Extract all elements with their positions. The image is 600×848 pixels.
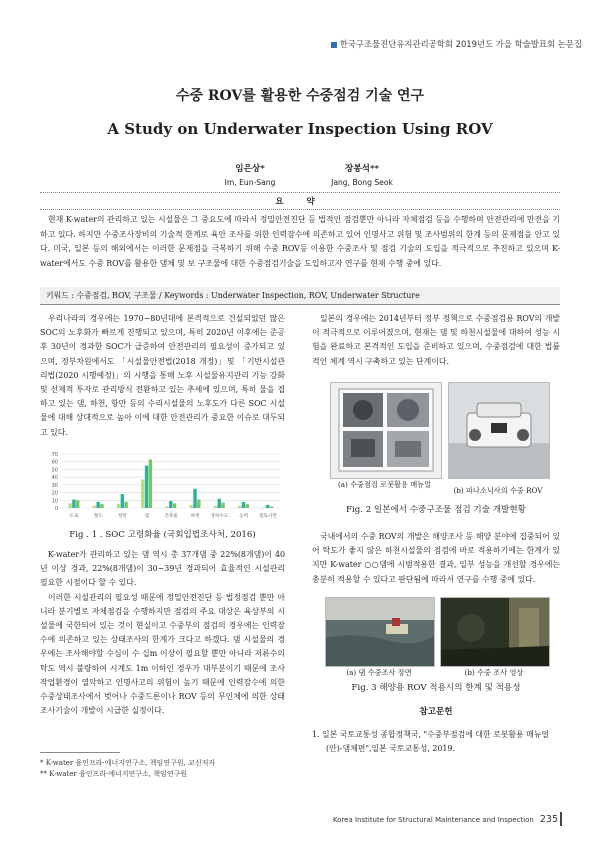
footnote-2: ** K-water 융인프라·에너지연구소, 책임연구원: [40, 770, 188, 778]
conference-name: 한국구조물진단유지관리공학회 2019년도 가을 학술발표회 논문집: [339, 39, 582, 49]
left-p3: 이러한 시설관리의 필요성 때문에 정밀안전진단 등 법정점검 뿐만 아니라 분기별로 자체점검을 수행하지만 점검의 주요 대상은 육상부의 시설물에 국한되어 있는 것이 현실이고 수중부의 점검의 경우에는 인력잠수에 의존하고 있는 상태조사의 한계가 크다고 하겠다. 댐 시설물의 경우에는 조사해야할 수심이 수 십m 이상이 필요할 뿐만 아니라 저류수의 탁도 역시 불량하여 시계도 1m 이하인 경우가 대부분이기 때문에 조사 작업환경이 열악하고 인명사고의 위험이 높기 때문에 인력잠수에 의한 수중상태조사에서 벗어나 수중드론이나 ROV 등의 무인체에 의한 상태조사기술이 개발이 시급한 실정이다.: [40, 592, 285, 716]
chart-y-tick-label: 60: [51, 459, 58, 466]
author-1-ko: 임은상*: [235, 164, 265, 174]
right-paragraph-2: [312, 530, 560, 587]
chart-x-tick-label: 하천: [190, 514, 200, 519]
page-footer: [333, 814, 558, 825]
chart-bar: [246, 504, 249, 508]
left-paragraph-1: [40, 312, 285, 440]
chart-bar: [93, 506, 96, 508]
chart-bar: [96, 502, 99, 508]
chart-y-tick-label: 20: [51, 490, 58, 497]
keywords: 키워드 : 수중점검, ROV, 구조물 / Keywords : Underwater Inspection, ROV, Underwater Structure: [40, 287, 560, 305]
abstract-head-rule: [40, 209, 560, 210]
chart-x-tick-label: 건축물: [164, 514, 178, 519]
abstract-top-rule: [40, 192, 560, 193]
fig2b-label: (b) 파나소닉사의 수중 ROV: [453, 486, 543, 495]
chart-bar: [214, 506, 217, 508]
fig2-caption: Fig. 2 일본에서 수중구조물 점검 기술 개발현황: [346, 505, 526, 515]
chart-bar: [149, 459, 152, 508]
fig3-caption: Fig. 3 해양용 ROV 적용시의 한계 및 적용성: [351, 683, 521, 693]
chart-bar: [76, 500, 79, 508]
conference-logo-icon: [331, 42, 337, 48]
chart-x-tick-label: 항만: [118, 514, 128, 519]
page-number: 235: [539, 814, 558, 825]
chart-x-tick-label: 철도: [93, 514, 103, 519]
chart-bar: [124, 502, 127, 508]
chart-bar: [165, 506, 168, 508]
author-1-en: Im, Eun-Sang: [224, 178, 276, 187]
chart-bar: [270, 506, 273, 508]
left-paragraph-2: [40, 548, 285, 718]
chart-bar: [262, 507, 265, 508]
author-2-en: Jang, Bong Seok: [331, 178, 393, 187]
title-english: A Study on Underwater Inspection Using ROV: [107, 120, 493, 138]
chart-bar: [242, 502, 245, 508]
abstract-bottom-rule: [40, 304, 560, 305]
chart-y-tick-label: 30: [51, 482, 58, 489]
fig2a-image: [330, 382, 442, 479]
chart-x-tick-label: 댐: [144, 514, 150, 519]
soc-aging-chart: [40, 450, 285, 525]
chart-x-tick-label: 상하수도: [210, 514, 229, 519]
chart-x-tick-label: 절토사면: [259, 514, 277, 519]
footnote-1: * K-water 융인프라·에너지연구소, 책임연구원, 교신저자: [40, 759, 216, 767]
chart-bar: [238, 506, 241, 508]
chart-bar: [121, 494, 124, 508]
right-p1: 일본의 경우에는 2014년부터 정부 정책으로 수중점검용 ROV의 개발이 적극적으로 이루어졌으며, 현재는 댐 및 하천시설물에 대하여 성능 시험을 완료하고 본격적인 도입을 준비하고 있으며, 수중점검에 대한 법률적인 체계 역시 구축하고 있는 단계이다.: [312, 314, 560, 366]
fig3a-image: [325, 597, 435, 667]
chart-bar: [68, 503, 71, 508]
references-heading: 참고문헌: [419, 707, 453, 717]
chart-bar: [193, 489, 196, 508]
chart-y-tick-label: 10: [51, 498, 58, 505]
chart-bar: [72, 500, 75, 508]
chart-bar: [190, 505, 193, 508]
fig1-caption: Fig . 1 . SOC 고령화율 (국회입법조사처, 2016): [69, 530, 256, 540]
right-paragraph-1: [312, 312, 560, 369]
footnote-rule: [40, 752, 120, 753]
abstract-body: 현재 K-water의 관리하고 있는 시설물은 그 중요도에 따라서 정밀안전진단 등 법적인 점검뿐만 아니라 자체점검 등을 수행하며 안전관리에 만전을 기하고 있다. 하지만 수중조사장비의 기술적 한계로 육안 조사를 위한 인력잠수에 의존하고 있어 인명사고 위험 및 조사범위의 한계 등의 문제점을 안고 있다. 미국, 일본 등의 해외에서는 이러한 문제점을 극복하기 위해 수중 ROV등 이용한 수중조사 및 점검 기술의 도입을 적극적으로 추진하고 있으며 K-water에서도 수중 ROV를 활용한 댐체 및 보 구조물에 대한 수중점검기술을 도입하고자 연구를 현재 수행 중에 있다.: [40, 215, 560, 268]
chart-y-tick-label: 40: [51, 475, 58, 482]
fig2b-image: [448, 382, 550, 479]
footer-bar: [560, 812, 562, 826]
author-2-ko: 장봉석**: [345, 164, 379, 174]
fig3a-label: (a) 댐 수중조사 장면: [346, 668, 412, 677]
footnotes: [40, 758, 215, 780]
reference-1: 1. 일본 국토교통성 종합정책국, "수중부점검에 대한 로봇활용 매뉴얼(안)-댐체편",일본 국토교통성, 2019.: [312, 730, 550, 753]
title-korean: 수중 ROV를 활용한 수중점검 기술 연구: [175, 88, 425, 104]
chart-bar: [141, 479, 144, 508]
chart-bar: [218, 499, 221, 508]
chart-bar: [197, 500, 200, 508]
chart-bar: [221, 503, 224, 508]
chart-y-tick-label: 0: [54, 506, 58, 512]
chart-bar: [117, 504, 120, 508]
fig2a-label: (a) 수중점검 로봇활용 매뉴얼: [337, 480, 432, 489]
left-p2: K-water가 관리하고 있는 댐 역시 총 37개댐 중 22%(8개댐)이 40년 이상 경과, 22%(8개댐)이 30~39년 경과되어 효율적인 시설관리 필요한 시점이다 할 수 있다.: [40, 550, 285, 588]
abstract-heading: 요 약: [275, 197, 325, 207]
chart-bar: [100, 504, 103, 508]
chart-bar: [173, 503, 176, 508]
chart-bar: [266, 505, 269, 508]
chart-x-tick-label: 도로: [69, 514, 79, 519]
fig3b-image: [440, 597, 550, 667]
chart-y-tick-label: 50: [51, 467, 58, 474]
chart-bar: [169, 501, 172, 508]
right-p2: 국내에서의 수중 ROV의 개발은 해양조사 등 해양 분야에 집중되어 있어 탁도가 좋지 않은 하천시설물의 점검에 바로 적용하기에는 한계가 있지만 K-water ○○댐에 시범적용한 결과, 일부 성능을 개선할 경우에는 충분히 적용할 수 있다고 판단됨에 따라서 연구를 수행 중에 있다.: [312, 532, 560, 584]
chart-bar: [145, 466, 148, 508]
conference-header: [331, 38, 582, 50]
footer-institute: Korea Institute for Structural Maintenance and Inspection: [332, 816, 534, 824]
left-p1: 우리나라의 경우에는 1970~80년대에 본격적으로 건설되었던 많은 SOC의 노후화가 빠르게 진행되고 있으며, 특히 2020년 이후에는 준공 후 30년이 경과한 SOC가 급증하여 안전관리의 필요성이 증가되고 있으며, 정부차원에서도 「시설물안전법(2018 개정)」및 「기반시설관리법(2020 시행예정)」의 시행을 통해 노후 시설물유지관리 기능 강화 및 선제적 투자로 관리방식 전환하고 있는 추세에 있으며, 특히 물을 접하고 있는 댐, 하천, 항만 등의 수리시설물의 노후도가 다른 SOC 시설물에 대해 상대적으로 높아 이에 대한 안전관리가 중요한 이슈로 대두되고 있다.: [40, 314, 285, 437]
chart-y-tick-label: 70: [51, 452, 58, 458]
chart-x-tick-label: 옹벽: [239, 514, 249, 519]
author-2: [292, 162, 432, 190]
fig3b-label: (b) 수중 조사 영상: [464, 668, 524, 677]
